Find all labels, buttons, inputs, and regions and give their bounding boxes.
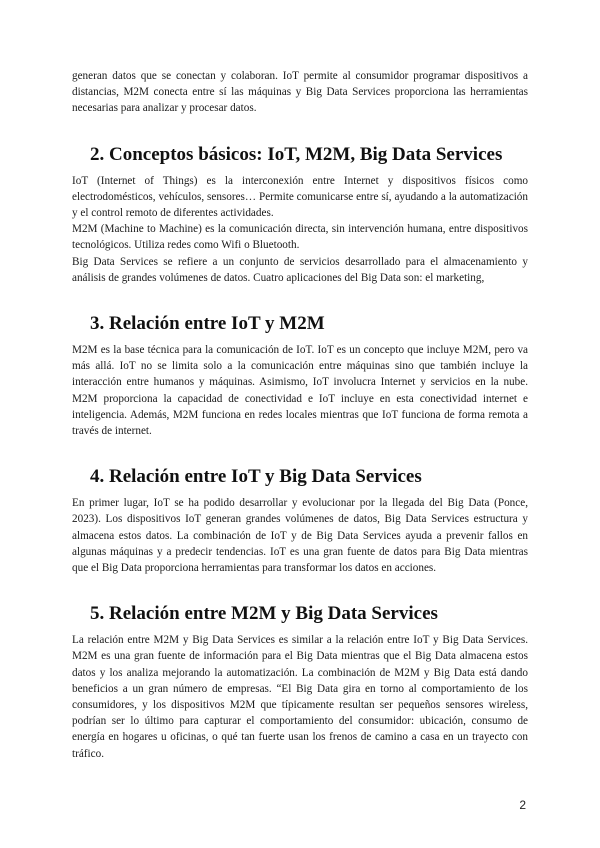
paragraph-iot-m2m: M2M es la base técnica para la comunicación de IoT. IoT es un concepto que incluye M2M, pero va más allá. IoT no se limita solo a la comunicación entre máquinas sino que también incluye la interacción entre humanos y máquinas. Asimismo, IoT involucra Internet y servicios en la nube. M2M proporciona la capacidad de conectividad e IoT incluye en esta conectividad internet e inteligencia. Además, M2M funciona en redes locales mientras que IoT funciona de forma remota a través de internet. (72, 344, 528, 438)
section-conceptos-basicos (72, 143, 528, 286)
section-m2m-bigdata (72, 602, 528, 762)
paragraph-m2m-definition: M2M (Machine to Machine) es la comunicación directa, sin intervención humana, entre dispositivos tecnológicos. Utiliza redes como Wifi o Bluetooth. (72, 223, 528, 252)
section-heading: 5. Relación entre M2M y Big Data Services (90, 603, 438, 625)
intro-paragraph: generan datos que se conectan y colaboran. IoT permite al consumidor programar dispositivos a distancias, M2M conecta entre sí las máquinas y Big Data Services proporciona las herramientas necesarias para analizar y procesar datos. (72, 70, 528, 115)
page-number: 2 (519, 798, 526, 812)
section-iot-m2m (72, 312, 528, 439)
paragraph-iot-bigdata: En primer lugar, IoT se ha podido desarrollar y evolucionar por la llegada del Big Data (Ponce, 2023). Los dispositivos IoT generan grandes volúmenes de datos, Big Data Services estructura y almacena estos datos. La combinación de IoT y de Big Data Services ayuda a prevenir fallos en algunas máquinas y a predecir tendencias. IoT es una gran fuente de datos para Big Data mientras que el Big Data proporciona herramientas para transformar los datos en acciones. (72, 497, 528, 575)
paragraph-bigdata-definition: Big Data Services se refiere a un conjunto de servicios desarrollado para el almacenamiento y análisis de grandes volúmenes de datos. Cuatro aplicaciones del Big Data son: el marketing, (72, 255, 528, 284)
section-heading: 3. Relación entre IoT y M2M (90, 313, 325, 335)
section-heading: 4. Relación entre IoT y Big Data Services (90, 466, 422, 488)
section-heading: 2. Conceptos básicos: IoT, M2M, Big Data Services (90, 143, 503, 165)
section-iot-bigdata (72, 465, 528, 576)
paragraph-iot-definition: IoT (Internet of Things) es la interconexión entre Internet y dispositivos físicos como electrodomésticos, vehículos, sensores… Permite comunicarse entre sí, ayudando a la automatización y el control remoto de diferentes actividades. (72, 174, 528, 220)
paragraph-m2m-bigdata: La relación entre M2M y Big Data Services es similar a la relación entre IoT y Big Data Services. M2M es una gran fuente de información para el Big Data mientras que el Big Data almacena estos datos y los analiza mejorando la automatización. La combinación de M2M y Big Data está dando beneficios a un gran número de empresas. “El Big Data gira en torno al comportamiento de los consumidores, y los dispositivos M2M que típicamente resultan ser pequeños sensores wireless, podrían ser lo último para capturar el comportamiento del consumidor: ubicación, consumo de energía en hogares u oficinas, o qué tan fuerte usan los frenos de camino a casa en un trayecto con tráfico. (72, 634, 528, 760)
document-page (72, 68, 528, 762)
